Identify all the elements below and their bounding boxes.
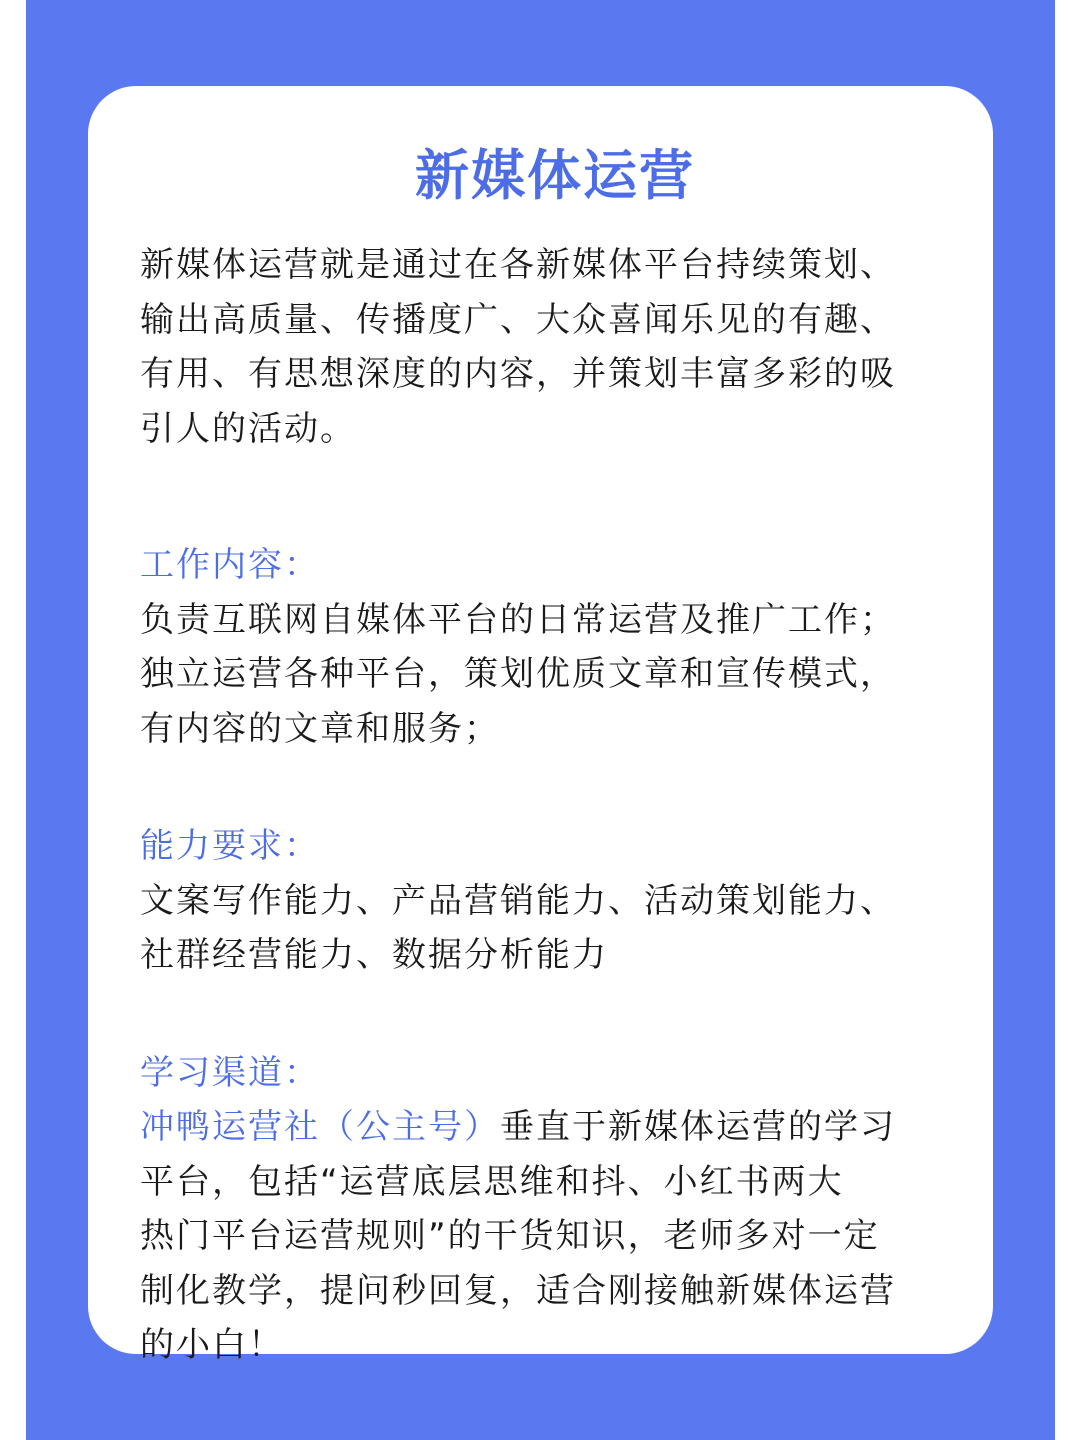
learning-line: 制化教学，提问秒回复，适合刚接触新媒体运营 bbox=[140, 1270, 896, 1311]
card-content bbox=[140, 86, 970, 1373]
intro-paragraph bbox=[140, 238, 970, 456]
work-line: 独立运营各种平台，策划优质文章和宣传模式， bbox=[140, 654, 896, 694]
intro-line: 有用、有思想深度的内容，并策划丰富多彩的吸 bbox=[140, 354, 896, 394]
content-card bbox=[88, 86, 993, 1365]
page-title: 新媒体运营 bbox=[415, 144, 695, 207]
skills-section bbox=[140, 819, 970, 983]
work-line: 负责互联网自媒体平台的日常运营及推广工作； bbox=[140, 599, 896, 640]
intro-line: 输出高质量、传播度广、大众喜闻乐见的有趣、 bbox=[140, 299, 896, 340]
learning-line: 热门平台运营规则”的干货知识，老师多对一定 bbox=[140, 1216, 880, 1256]
learning-heading: 学习渠道： bbox=[140, 1052, 320, 1093]
learning-line: 的小白！ bbox=[140, 1325, 284, 1365]
learning-first-line bbox=[140, 1100, 970, 1155]
work-line: 有内容的文章和服务； bbox=[140, 708, 500, 749]
work-heading: 工作内容： bbox=[140, 545, 320, 585]
skills-line: 社群经营能力、数据分析能力 bbox=[140, 935, 608, 975]
learning-section bbox=[140, 1046, 970, 1373]
learning-body bbox=[140, 1100, 970, 1373]
intro-line: 引人的活动。 bbox=[140, 408, 356, 449]
skills-heading: 能力要求： bbox=[140, 826, 320, 866]
learning-line: 平台，包括“运营底层思维和抖、小红书两大 bbox=[140, 1161, 844, 1202]
work-section bbox=[140, 538, 970, 756]
channel-name-highlight: 冲鸭运营社（公主号） bbox=[140, 1107, 500, 1147]
skills-line: 文案写作能力、产品营销能力、活动策划能力、 bbox=[140, 880, 896, 921]
skills-body bbox=[140, 874, 970, 983]
work-body bbox=[140, 593, 970, 757]
intro-line: 新媒体运营就是通过在各新媒体平台持续策划、 bbox=[140, 245, 896, 285]
learning-first-line-rest: 垂直于新媒体运营的学习 bbox=[500, 1107, 896, 1147]
